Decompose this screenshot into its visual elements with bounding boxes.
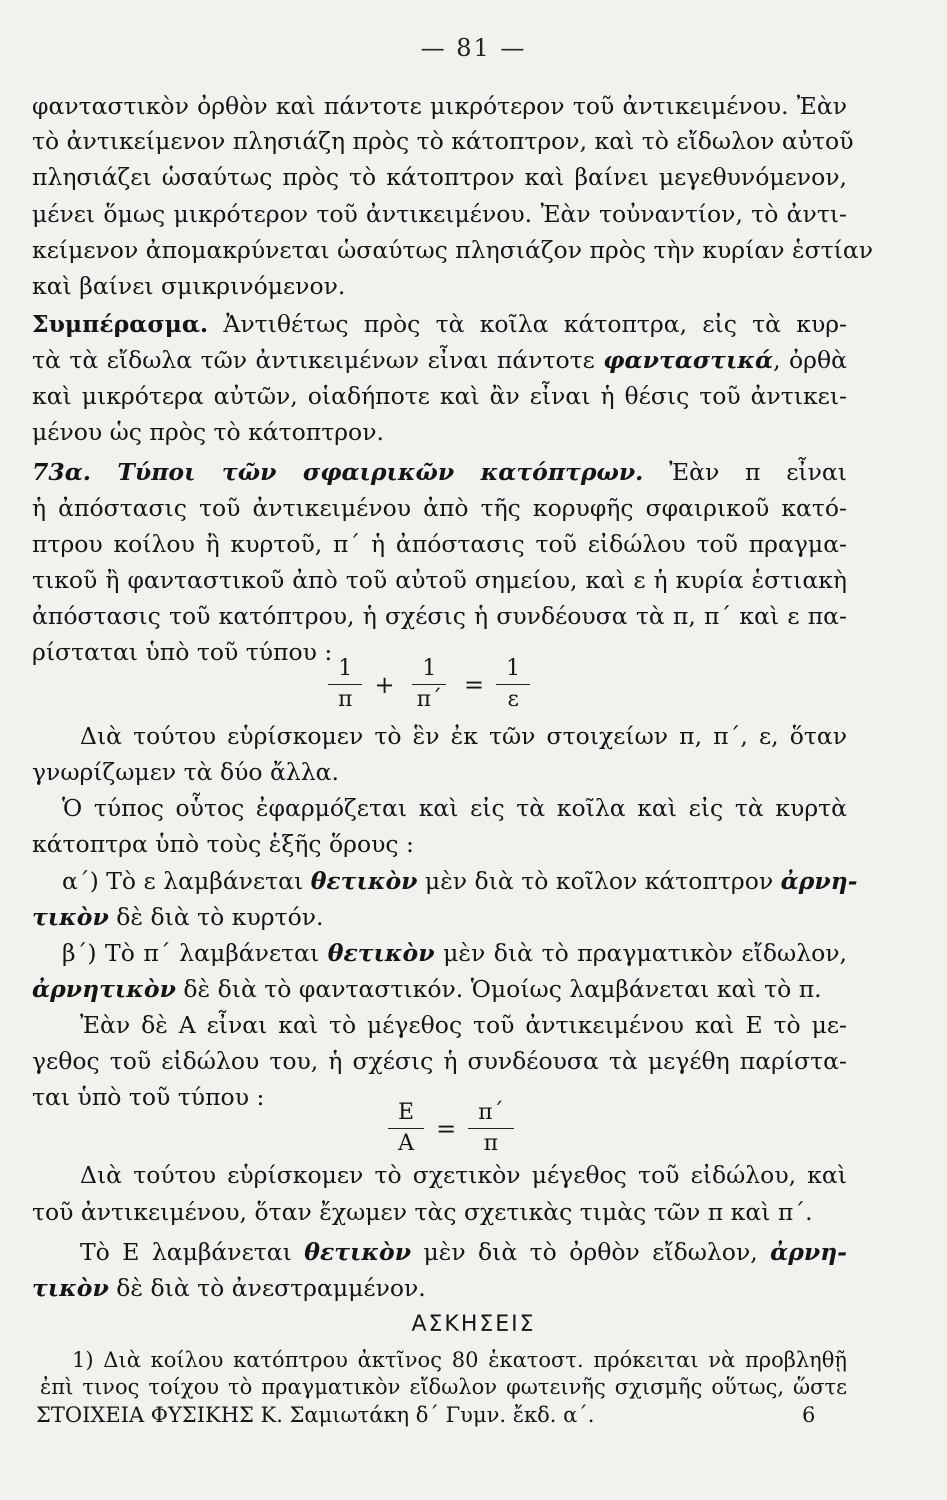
text-span: δὲ διὰ τὸ φανταστικόν. Ὁμοίως λαμβάνεται καὶ τὸ π.	[175, 975, 822, 1003]
lens-formula	[322, 656, 536, 713]
fraction	[328, 656, 362, 713]
emphasis: θετικὸν	[304, 1238, 412, 1266]
exercise-line: 1) Διὰ κοίλου κατόπτρου ἀκτῖνος 80 ἑκατοστ. πρόκειται νὰ προβληθῇ	[72, 1348, 847, 1372]
fraction	[468, 1100, 513, 1157]
text-span: α΄) Τὸ ε λαμβάνεται	[62, 867, 311, 895]
fraction	[407, 656, 452, 713]
text-span: Τὸ Ε λαμβάνεται	[80, 1238, 305, 1266]
emphasis: τικὸν	[32, 1274, 109, 1302]
text-line: ρίσταται ὑπὸ τοῦ τύπου :	[32, 638, 333, 666]
text-line: Ἐὰν δὲ Α εἶναι καὶ τὸ μέγεθος τοῦ ἀντικειμένου καὶ Ε τὸ με-	[80, 1011, 847, 1039]
text-line: πτρου κοίλου ἢ κυρτοῦ, π΄ ἡ ἀπόστασις τοῦ εἰδώλου τοῦ πραγμα-	[32, 530, 847, 558]
denominator: π	[483, 1131, 499, 1156]
text-span: δὲ διὰ τὸ κυρτόν.	[108, 903, 324, 931]
text-span: μὲν διὰ τὸ ὀρθὸν εἴδωλον,	[411, 1238, 771, 1266]
section-line	[32, 457, 847, 487]
text-line: ἀπόστασις τοῦ κατόπτρου, ἡ σχέσις ἡ συνδέουσα τὰ π, π΄ καὶ ε πα-	[32, 602, 847, 630]
emphasis: τικὸν	[32, 903, 109, 931]
conclusion-heading: Συμπέρασμα.	[32, 310, 209, 338]
emphasis: θετικὸν	[310, 867, 418, 895]
denominator: π	[338, 687, 353, 712]
denominator: ε	[507, 687, 519, 712]
text-line: τικοῦ ἢ φανταστικοῦ ἀπὸ τοῦ αὐτοῦ σημείου, καὶ ε ἡ κυρία ἑστιακὴ	[32, 566, 847, 594]
equals-sign: =	[464, 670, 485, 699]
rule-line	[62, 938, 847, 968]
footer-signature-line: ΣΤΟΙΧΕΙΑ ΦΥΣΙΚΗΣ Κ. Σαμιωτάκη δ΄ Γυμν. ἔκδ. α΄.	[36, 1403, 595, 1427]
text-span: β΄) Τὸ π΄ λαμβάνεται	[62, 939, 328, 967]
rule-line	[32, 974, 847, 1004]
exercises-heading: ΑΣΚΗΣΕΙΣ	[411, 1312, 536, 1337]
emphasis: ἀρνη-	[770, 1238, 847, 1266]
text-span: Ἐὰν π εἶναι	[643, 458, 847, 486]
numerator: π΄	[468, 1100, 513, 1129]
emphasis: φανταστικά	[603, 346, 774, 374]
text-line: καὶ βαίνει σμικρινόμενον.	[32, 272, 346, 300]
text-line: Διὰ τούτου εὑρίσκομεν τὸ σχετικὸν μέγεθος τοῦ εἰδώλου, καὶ	[80, 1161, 847, 1189]
text-line: ἡ ἀπόστασις τοῦ ἀντικειμένου ἀπὸ τῆς κορυφῆς σφαιρικοῦ κατό-	[32, 494, 847, 522]
rule-line	[62, 866, 858, 896]
text-line: κάτοπτρα ὑπὸ τοὺς ἑξῆς ὅρους :	[32, 830, 414, 858]
text-span: μὲν διὰ τὸ πραγματικὸν εἴδωλον,	[434, 939, 847, 967]
text-line	[32, 1273, 847, 1303]
page-number: — 81 —	[420, 34, 527, 62]
text-line: γνωρίζωμεν τὰ δύο ἄλλα.	[32, 758, 340, 786]
emphasis: θετικὸν	[327, 939, 435, 967]
text-line: πλησιάζει ὡσαύτως πρὸς τὸ κάτοπτρον καὶ βαίνει μεγεθυνόμενον,	[32, 163, 847, 191]
emphasis: ἀρνη-	[780, 867, 858, 895]
numerator: 1	[496, 656, 530, 685]
text-line: μένει ὅμως μικρότερον τοῦ ἀντικειμένου. Ἐὰν τοὐναντίον, τὸ ἀντι-	[32, 200, 847, 228]
fraction	[388, 1100, 424, 1157]
numerator: 1	[412, 656, 446, 685]
text-line: καὶ μικρότερα αὐτῶν, οἱαδήποτε καὶ ἂν εἶναι ἡ θέσις τοῦ ἀντικει-	[32, 382, 847, 410]
fraction	[496, 656, 530, 713]
text-line: τοῦ ἀντικειμένου, ὅταν ἔχωμεν τὰς σχετικὰς τιμὰς τῶν π καὶ π΄.	[32, 1198, 813, 1226]
numerator: 1	[328, 656, 362, 685]
text-line: κείμενον ἀπομακρύνεται ὡσαύτως πλησιάζον πρὸς τὴν κυρίαν ἑστίαν	[32, 236, 873, 264]
text-line: φανταστικὸν ὀρθὸν καὶ πάντοτε μικρότερον τοῦ ἀντικειμένου. Ἐὰν	[32, 92, 847, 120]
equals-sign: =	[436, 1114, 457, 1143]
signature-mark: 6	[802, 1403, 816, 1427]
text-line: Διὰ τούτου εὑρίσκομεν τὸ ἓν ἐκ τῶν στοιχείων π, π΄, ε, ὅταν	[80, 722, 847, 750]
text-span: Ἀντιθέτως πρὸς τὰ κοῖλα κάτοπτρα, εἰς τὰ κυρ-	[208, 310, 847, 338]
text-line	[80, 1237, 847, 1267]
text-span: τὰ τὰ εἴδωλα τῶν ἀντικειμένων εἶναι πάντοτε	[32, 346, 604, 374]
denominator: π΄	[416, 687, 443, 712]
magnification-formula	[382, 1100, 520, 1157]
exercise-line: ἐπὶ τινος τοίχου τὸ πραγματικὸν εἴδωλον φωτεινῆς σχισμῆς οὕτως, ὥστε	[40, 1375, 847, 1399]
plus-sign: +	[374, 670, 395, 699]
text-span: , ὀρθὰ	[773, 346, 847, 374]
denominator: Α	[398, 1131, 414, 1156]
text-line: ται ὑπὸ τοῦ τύπου :	[32, 1083, 265, 1111]
text-line: μένου ὡς πρὸς τὸ κάτοπτρον.	[32, 418, 384, 446]
text-line: Ὁ τύπος οὗτος ἐφαρμόζεται καὶ εἰς τὰ κοῖλα καὶ εἰς τὰ κυρτὰ	[62, 794, 847, 822]
text-span: δὲ διὰ τὸ ἀνεστραμμένον.	[108, 1274, 426, 1302]
text-span: μὲν διὰ τὸ κοῖλον κάτοπτρον	[417, 867, 781, 895]
conclusion-line	[32, 309, 847, 339]
text-line: τὸ ἀντικείμενον πλησιάζη πρὸς τὸ κάτοπτρον, καὶ τὸ εἴδωλον αὐτοῦ	[32, 127, 854, 155]
numerator: Ε	[388, 1100, 424, 1129]
section-heading: 73α. Τύποι τῶν σφαιρικῶν κατόπτρων.	[32, 458, 644, 486]
rule-line	[32, 902, 847, 932]
conclusion-line	[32, 345, 847, 375]
text-line: γεθος τοῦ εἰδώλου του, ἡ σχέσις ἡ συνδέουσα τὰ μεγέθη παρίστα-	[32, 1047, 847, 1075]
emphasis: ἀρνητικὸν	[32, 975, 176, 1003]
